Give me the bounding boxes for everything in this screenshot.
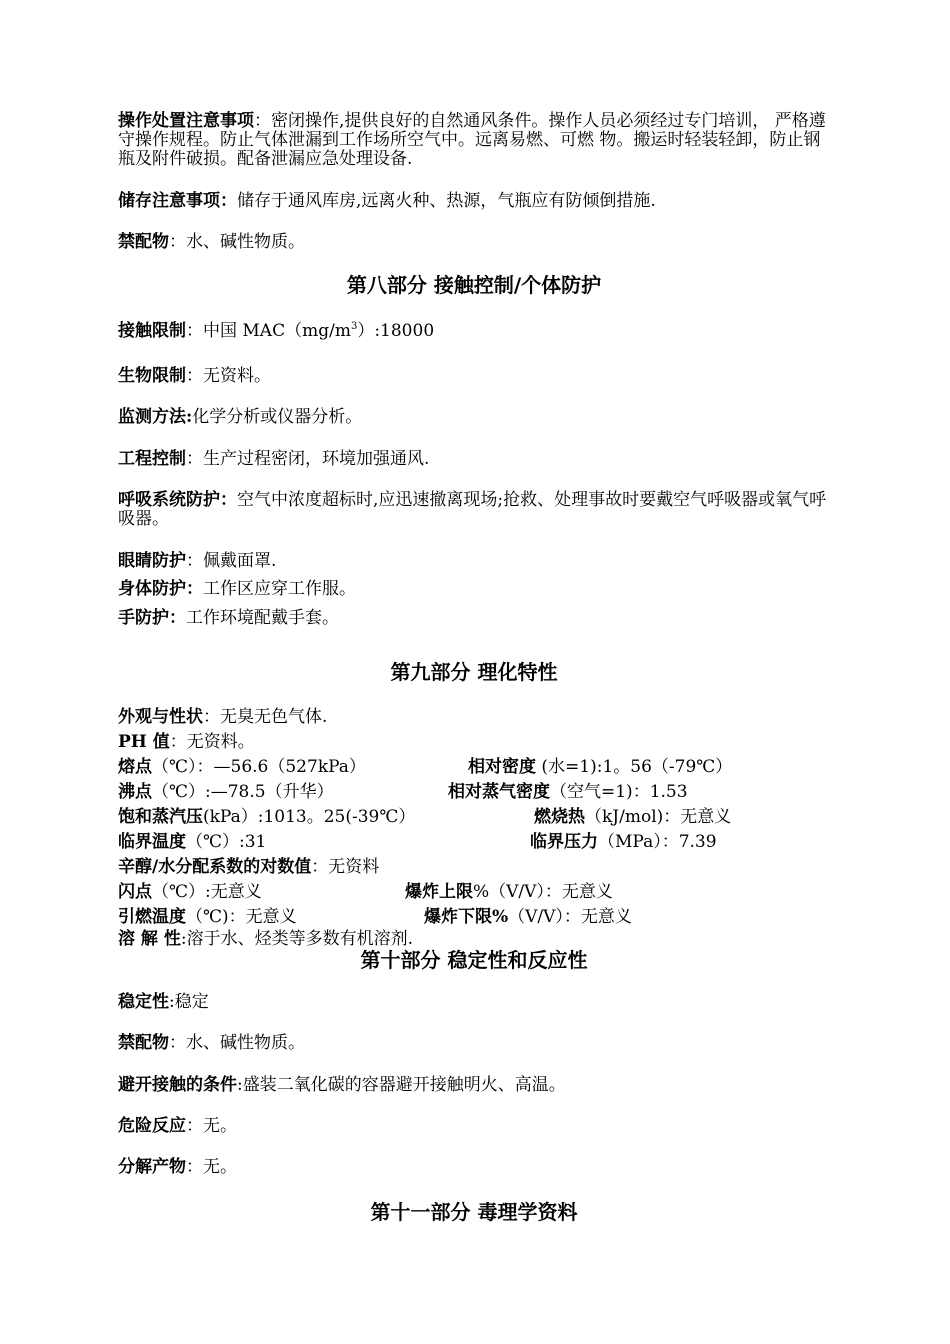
log-kow-text: ：无资料 [311,857,380,877]
stability-text: :稳定 [169,992,209,1012]
incompatible-text-2: ：水、碱性物质。 [169,1033,305,1053]
saturated-vapor-text: (kPa）:1013。25(-39℃） [203,807,416,827]
boiling-point-label: 沸点 [118,782,152,802]
biological-limit [118,367,830,386]
conditions-to-avoid [118,1076,830,1095]
handling-label: 操作处置注意事项 [118,111,254,131]
decomposition-text: ：无。 [186,1157,237,1177]
engineering-label: 工程控制 [118,449,186,469]
critical-temp-label: 临界温度 [118,832,186,852]
hand-text: 工作环境配戴手套。 [186,608,339,628]
flash-point-label: 闪点 [118,882,152,902]
storage-label: 储存注意事项： [118,191,237,211]
section-8-title: 第八部分 接触控制/个体防护 [346,273,602,297]
ignition-temp-text: （℃)：无意义 [186,907,297,927]
handling-precautions [118,112,830,169]
exposure-limit [118,322,830,341]
melting-point-text: （℃）：—56.6（527kPa） [152,757,366,777]
critical-temp-row [118,830,830,855]
superscript-3: 3 [350,321,358,332]
body-text: 工作区应穿工作服。 [203,579,356,599]
lower-explosive-limit-label: 爆炸下限% [424,907,509,927]
hazardous-reactions [118,1117,830,1136]
section-11-title: 第十一部分 毒理学资料 [370,1200,578,1224]
upper-explosive-limit-label: 爆炸上限 [405,882,473,902]
monitoring-text: 化学分析或仪器分析。 [192,407,363,427]
engineering-text: ：生产过程密闭，环境加强通风. [186,449,430,469]
combustion-heat-text: （kJ/mol)：无意义 [585,807,732,827]
incompatible-materials-2 [118,1034,830,1053]
incompatible-label: 禁配物 [118,232,169,252]
ph-label: PH 值 [118,732,170,752]
flash-point-text: （℃）:无意义 [152,882,262,902]
critical-temp-text: （℃）:31 [186,832,267,852]
boiling-point-text: （℃）:—78.5（升华） [152,782,334,802]
eye-label: 眼睛防护 [118,551,186,571]
critical-pressure-label: 临界压力 [530,832,598,852]
storage-text: 储存于通风库房,远离火种、热源，气瓶应有防倾倒措施. [237,191,656,211]
log-kow-label: 辛醇/水分配系数的对数值 [118,857,312,877]
monitoring-label: 监测方法: [118,407,193,427]
appearance-row [118,705,830,730]
biological-limit-text: ：无资料。 [186,366,271,386]
engineering-control [118,450,830,469]
ph-text: ：无资料。 [169,732,255,752]
exposure-limit-text-a: ：中国 MAC（mg/m [186,321,351,341]
relative-density-text: (水=1):1。56（-79℃） [536,757,733,777]
exposure-limit-text-b: ）:18000 [357,321,435,341]
solubility-text: :溶于水、烃类等多数有机溶剂. [180,929,413,949]
eye-protection [118,552,830,571]
decomposition-products [118,1158,830,1177]
hand-label: 手防护： [118,608,186,628]
biological-limit-label: 生物限制 [118,366,186,386]
stability-label: 稳定性 [118,992,169,1012]
ph-row [118,730,830,755]
respiratory-label: 呼吸系统防护： [118,490,237,510]
avoid-label: 避开接触的条件 [118,1075,237,1095]
incompatible-text: ：水、碱性物质。 [169,232,305,252]
incompatible-materials [118,233,830,252]
log-kow-row [118,855,830,880]
avoid-text: :盛装二氧化碳的容器避开接触明火、高温。 [237,1075,566,1095]
eye-text: ：佩戴面罩. [186,551,277,571]
incompatible-label-2: 禁配物 [118,1033,169,1053]
appearance-text: ：无臭无色气体. [203,707,328,727]
body-protection [118,580,830,599]
hazard-text: ：无。 [186,1116,237,1136]
section-10-title: 第十部分 稳定性和反应性 [360,948,588,972]
combustion-heat-label: 燃烧热 [534,807,585,827]
ignition-temp-label: 引燃温度 [118,907,186,927]
flash-point-row [118,880,830,905]
saturated-vapor-row [118,805,830,830]
saturated-vapor-label: 饱和蒸汽压 [118,807,203,827]
melting-point-label: 熔点 [118,757,152,777]
hazard-label: 危险反应 [118,1116,186,1136]
solubility-label: 溶 解 性 [118,929,181,949]
boiling-point-row [118,780,830,805]
decomposition-label: 分解产物 [118,1157,186,1177]
relative-density-label: 相对密度 [468,757,536,777]
exposure-limit-label: 接触限制 [118,321,186,341]
monitoring-method [118,408,830,427]
hand-protection [118,609,830,628]
handling-text: ：密闭操作,提供良好的自然通风条件。操作人员必须经过专门培训， 严格遵守操作规程。防止气体泄漏到工作场所空气中。远离易燃、可燃 物。搬运时轻装轻卸，防止钢瓶及附件破损。配备泄漏应急处理设备. [118,111,826,169]
respiratory-text: 空气中浓度超标时,应迅速撤离现场;抢救、处理事故时要戴空气呼吸器或氧气呼吸器。 [118,490,827,529]
melting-point-row [118,755,830,780]
section-9-title: 第九部分 理化特性 [390,660,558,684]
critical-pressure-text: （MPa）：7.39 [598,832,717,852]
body-label: 身体防护： [118,579,203,599]
vapor-density-text: （空气=1)：1.53 [550,782,688,802]
respiratory-protection [118,491,830,529]
vapor-density-label: 相对蒸气密度 [448,782,550,802]
storage-precautions [118,192,830,211]
stability [118,993,830,1012]
appearance-label: 外观与性状 [118,707,203,727]
upper-explosive-limit-text: %（V/V）：无意义 [473,882,613,902]
lower-explosive-limit-text: （V/V）：无意义 [508,907,632,927]
